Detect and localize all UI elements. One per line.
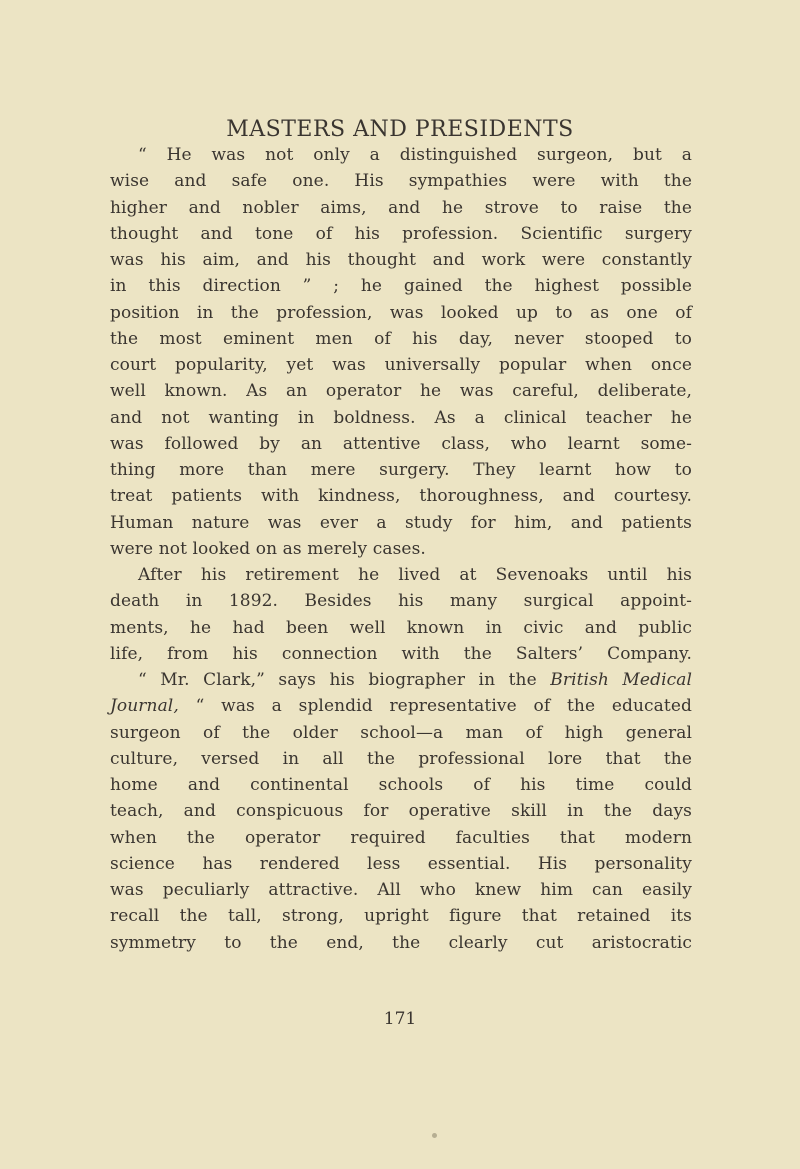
text-line: Human nature was ever a study for him, and patients (110, 512, 692, 533)
text-line: culture, versed in all the professional lore that the (110, 748, 692, 769)
running-head: MASTERS AND PRESIDENTS (226, 117, 574, 142)
text-line: the most eminent men of his day, never stooped to (110, 328, 692, 349)
text-line: teach, and conspicuous for operative skill in the days (110, 801, 692, 822)
text-line: in this direction ” ; he gained the highest possible (110, 276, 692, 297)
text-line-journal (110, 693, 692, 719)
text-line: higher and nobler aims, and he strove to raise the (110, 197, 692, 218)
text-line: science has rendered less essential. His personality (110, 853, 692, 874)
paper-speck (432, 1133, 437, 1138)
text-line: After his retirement he lived at Sevenoaks until his (138, 565, 692, 585)
text-line: recall the tall, strong, upright figure that retained its (110, 906, 692, 927)
text-line: “ He was not only a distinguished surgeon, but a (138, 145, 692, 165)
text-line: life, from his connection with the Salters’ Company. (110, 643, 692, 664)
text-line: symmetry to the end, the clearly cut aristocratic (110, 932, 692, 953)
quote-lead: “ Mr. Clark,” says his biographer in the (138, 670, 551, 690)
text-line: thing more than mere surgery. They learnt how to (110, 460, 692, 480)
text-line: position in the profession, was looked up to as one of (110, 302, 692, 323)
text-line: home and continental schools of his time could (110, 775, 692, 795)
text-line: court popularity, yet was universally popular when once (110, 355, 692, 375)
text-line: thought and tone of his profession. Scientific surgery (110, 223, 692, 244)
text-line: death in 1892. Besides his many surgical appoint- (110, 591, 692, 612)
text-line-quote (110, 667, 692, 693)
text-line: were not looked on as merely cases. (110, 538, 426, 559)
text-line: ments, he had been well known in civic and public (110, 617, 692, 638)
journal-title-part2: Journal, (110, 696, 179, 717)
body-text (110, 142, 692, 956)
text-line: well known. As an operator he was careful, deliberate, (110, 381, 692, 402)
text-line: was followed by an attentive class, who learnt some- (110, 433, 692, 454)
quote-continuation: “ was a splendid representative of the educated (178, 696, 692, 717)
text-line: wise and safe one. His sympathies were with the (110, 171, 692, 192)
text-line: treat patients with kindness, thoroughness, and courtesy. (110, 486, 692, 507)
text-line: was peculiarly attractive. All who knew him can easily (110, 880, 692, 900)
text-line: was his aim, and his thought and work were constantly (110, 250, 692, 270)
journal-title-part1: British Medical (550, 670, 693, 690)
text-line: and not wanting in boldness. As a clinical teacher he (110, 407, 692, 428)
text-line: surgeon of the older school—a man of high general (110, 722, 692, 743)
page-number: 171 (383, 1009, 417, 1029)
text-line: when the operator required faculties that modern (110, 827, 692, 848)
